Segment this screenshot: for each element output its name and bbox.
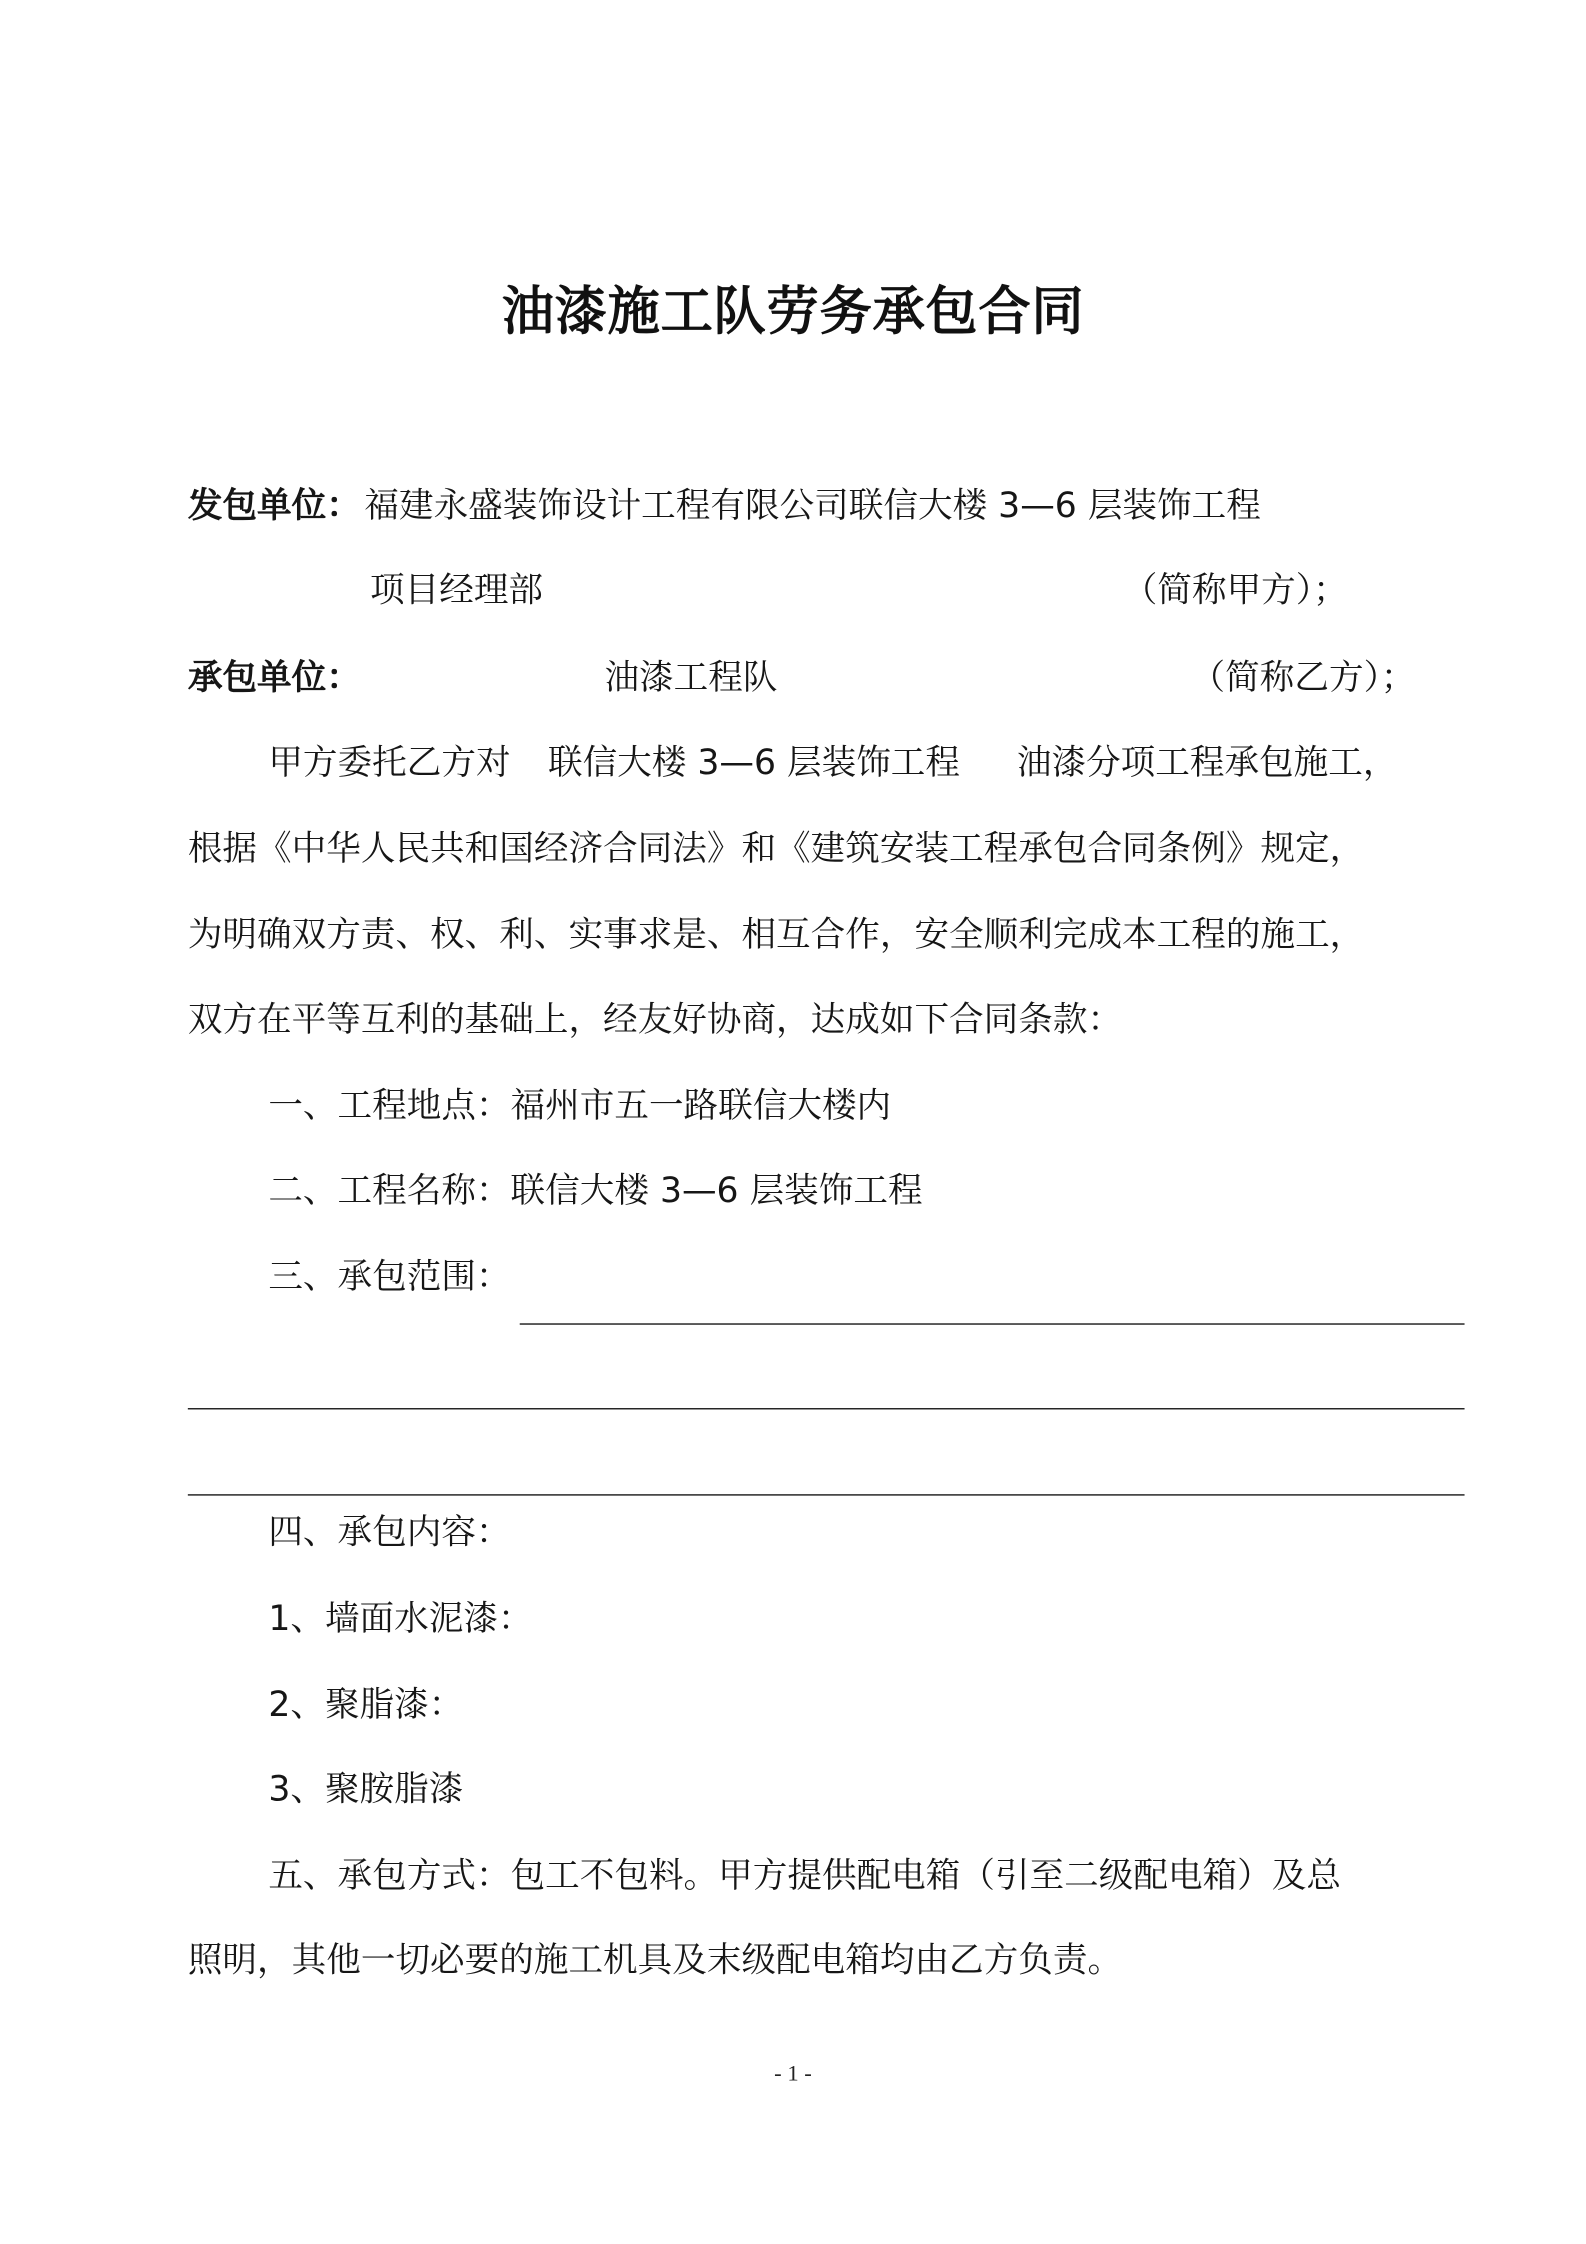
scope-blank-line-3 — [188, 1494, 1465, 1495]
contractor-abbreviation: （简称乙方）； — [1190, 656, 1416, 698]
scope-blank-line-1 — [520, 1323, 1465, 1324]
contractor-label: 承包单位： — [187, 656, 361, 698]
clause-site: 一、工程地点：福州市五一路联信大楼内 — [268, 1084, 892, 1126]
clause-content: 四、承包内容： — [268, 1511, 511, 1553]
content-item: 2、聚脂漆： — [268, 1683, 464, 1725]
clause-project-name: 二、工程名称：联信大楼 3—6 层装饰工程 — [268, 1169, 923, 1211]
issuer-department: 项目经理部 — [370, 569, 544, 611]
clause-method-line-1: 五、承包方式：包工不包料。甲方提供配电箱（引至二级配电箱）及总 — [268, 1854, 1341, 1896]
issuer-label: 发包单位： — [187, 484, 361, 526]
intro-line-3: 为明确双方责、权、利、实事求是、相互合作，安全顺利完成本工程的施工， — [187, 913, 1365, 955]
issuer-name: 福建永盛装饰设计工程有限公司联信大楼 3—6 层装饰工程 — [364, 484, 1261, 526]
document-title: 油漆施工队劳务承包合同 — [501, 281, 1085, 342]
intro-part-a: 甲方委托乙方对 — [268, 741, 511, 783]
intro-part-b: 油漆分项工程承包施工， — [1016, 741, 1398, 783]
clause-scope: 三、承包范围： — [268, 1255, 511, 1297]
intro-line-4: 双方在平等互利的基础上，经友好协商，达成如下合同条款： — [187, 998, 1123, 1040]
page-number: - 1 - — [774, 2061, 812, 2086]
contractor-name: 油漆工程队 — [604, 656, 778, 698]
issuer-abbreviation: （简称甲方）； — [1122, 569, 1348, 611]
clause-method-line-2: 照明，其他一切必要的施工机具及末级配电箱均由乙方负责。 — [187, 1939, 1123, 1981]
content-item: 1、墙面水泥漆： — [268, 1597, 533, 1639]
scope-blank-line-2 — [188, 1408, 1465, 1409]
intro-project: 联信大楼 3—6 层装饰工程 — [547, 741, 961, 783]
content-item: 3、聚胺脂漆 — [268, 1768, 464, 1810]
intro-line-2: 根据《中华人民共和国经济合同法》和《建筑安装工程承包合同条例》规定， — [187, 827, 1365, 869]
